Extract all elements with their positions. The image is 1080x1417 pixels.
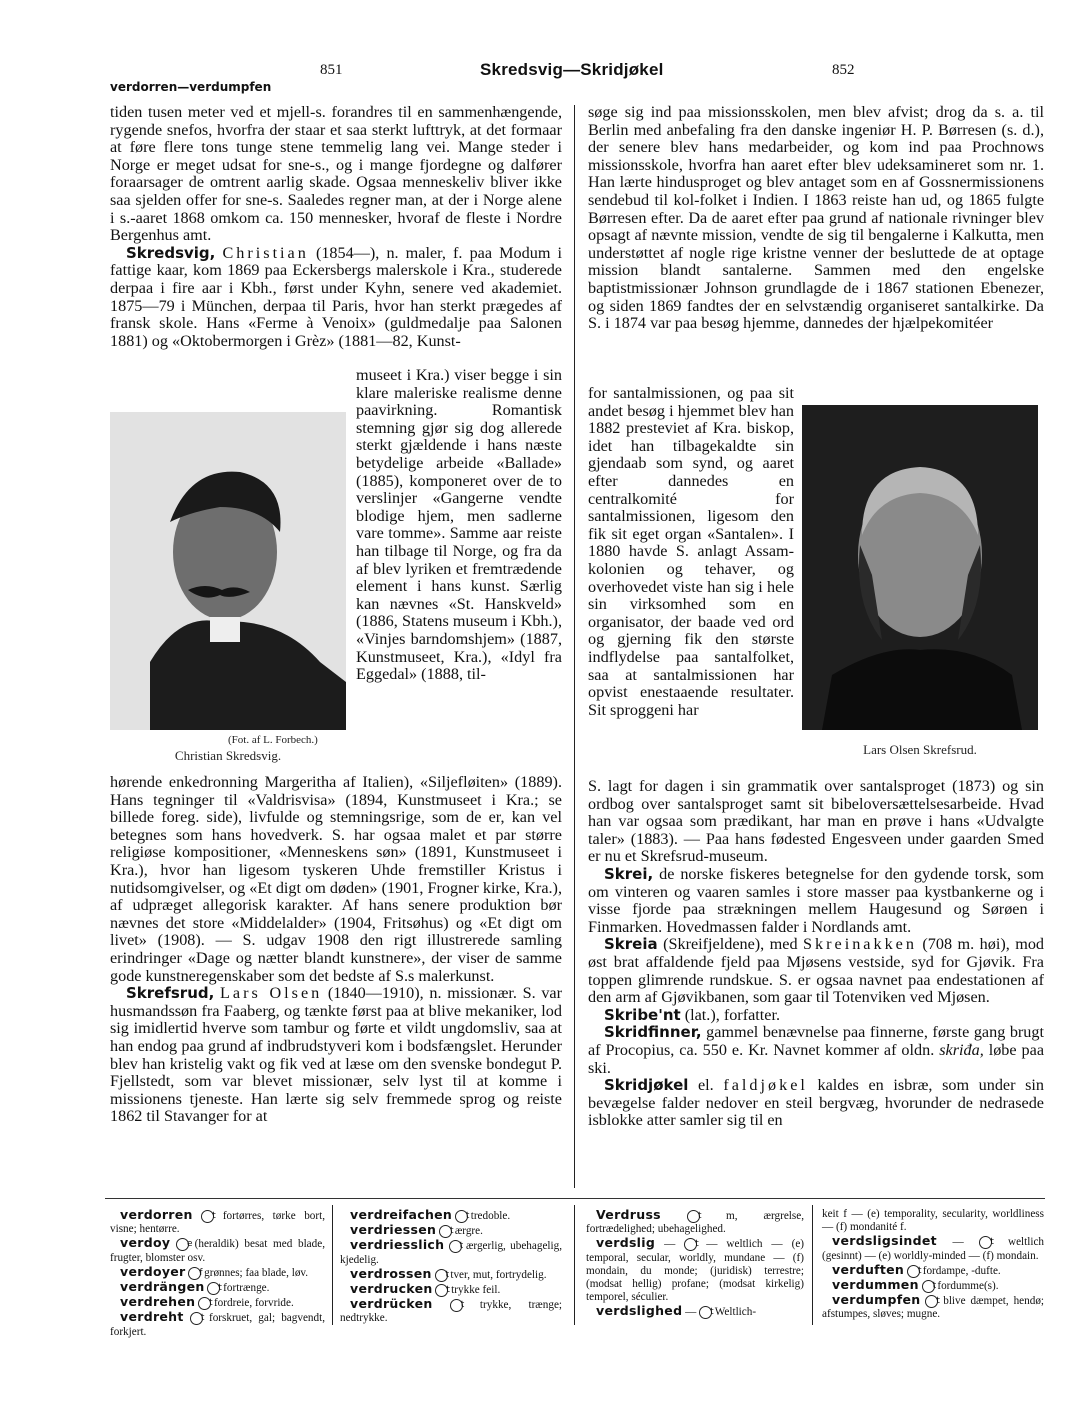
lang-t-icon: t <box>190 1312 203 1325</box>
lang-t-icon: t <box>439 1225 452 1238</box>
skreia-spaced: Skreinakken <box>803 935 917 954</box>
entry-skribent <box>588 1007 1044 1025</box>
skrefsrud-continued-bottom: S. lagt for dagen i sin grammatik over santalsproget (1873) og sin ordbog over santalsproget samt sit bibeloversættelsesarbeide. Hvad han var ogsaa som prædikant, har man en prøve i hans «Udvalgte taler» (1883). — Paa hans fødested Engesveen under gaarden Smed er nu et Skrefsrud-museum. <box>588 777 1044 866</box>
portrait-icon <box>110 412 346 730</box>
skredsvig-beside-photo: museet i Kra.) viser begge i sin klare maleriske realisme denne paavirkning. Romantisk stemning gjør sig dog allerede sterkt gjældende i hans næste betydelige arbeide «Ballade» (1885), komponeret over de to verslinjer «Gangerne vendte blodige hjem, men sadlerne vare tomme». Samme aar reiste han tilbage til Norge, og fra da af blev lyriken et fremtrædende element i hans kunst. Særlig kan nævnes «St. Hanskveld» (1886, Statens museum i Kbh.), «Vinjes barndomshjem» (1887, Kunstmuseet, Kra.), «Idyl fra Eggedal» (1888, til- <box>356 366 562 684</box>
lang-t-icon: t <box>449 1240 462 1253</box>
glossary-entry-continued: keit f — (e) temporality, secularity, worldliness — (f) mondanité f. <box>822 1208 1044 1234</box>
lang-e-icon: e <box>176 1238 189 1251</box>
glossary-entry: verdreht t forskruet, gal; bagvendt, forkjert. <box>110 1309 326 1338</box>
portrait-icon <box>802 405 1038 730</box>
entry-skridjokel <box>588 1077 1044 1130</box>
skrefsrud-text: (1840—1910), n. missionær. S. var husmandssøn fra Faaberg, og tænkte først paa at blive mekaniker, lod sig imidlertid hverve som tambur og førte et vildt ungdomsliv, saa at han endog paa grund af indbrudstyveri kom i bodsfængslet. Herunder blev han kristelig vakt og fik ved at læse om den svenske bondegut P. Fjellstedt, som var blevet missionær, selv lyst til at komme i missionens tjeneste. Han lærte sig selv fremmede sprog og reiste 1862 til Stavanger for at <box>110 984 563 1126</box>
photo-caption-skredsvig: Christian Skredsvig. <box>174 748 282 763</box>
glossary-col-divider-2 <box>574 1205 575 1325</box>
skridfinner-italic: skriđa, <box>939 1040 984 1059</box>
lang-t-icon: t <box>435 1269 448 1282</box>
lang-t-icon: t <box>922 1280 935 1293</box>
glossary-entry: verdslighed — t Weltlich- <box>596 1303 757 1319</box>
name-skrefsrud: Lars Olsen <box>220 984 323 1003</box>
skribent-text: (lat.), forfatter. <box>684 1005 780 1024</box>
skredsvig-continued: hørende enkedronning Margeritha af Italien), «Siljefløiten» (1889). Hans tegninger til «Valdrisvisa» (1894, Kunstmuseet i Kra.; se billede foreg. side), livfulde og stemningsrige, som de er, kan vel betegnes som hans hovedverk. S. har ogsaa malet et par større religiøse kompositioner, «Menneskens søn» (1891, Kunstmuseet i Kra.), hvor han ligesom tyskeren Uhde fremstiller Kristus i nutidsomgivelser, og «Et digt om døden» (1901, Frogner kirke, Kra.), af udpræget allegorisk karakter. Af hans senere produktion bør nævnes det store «Middelalder» (1904, Fritsøhus) og «Et digt om livet» (1908). — S. udgav 1908 den rigt illustrerede samling erindringer «Dage og nætter blandt kunstnere», der viser de samme gode kunstneregenskaber som det bedste af S.s malerkunst. <box>110 773 562 985</box>
entry-skridfinner <box>588 1024 1044 1077</box>
headword-skribent: Skribe'nt <box>604 1005 681 1024</box>
glossary-entry: verdslig — t — weltlich — (e) temporal, secular, worldly, mundane — (f) mondain, du monde; (juridisk) terrestre; (modsat hellig) profane; (modsat kirkelig) temporel, séculier. <box>586 1235 805 1304</box>
lang-t-icon: t <box>907 1265 920 1278</box>
lang-t-icon: t <box>435 1284 448 1297</box>
lang-t-icon: t <box>207 1282 220 1295</box>
lang-t-icon: t <box>699 1306 712 1319</box>
glossary-entry: verduften t fordampe, -dufte. <box>832 1261 1001 1277</box>
glossary-entry: verdreifachen t tredoble. <box>350 1207 511 1222</box>
glossary-column-3 <box>586 1208 804 1320</box>
lang-t-icon: t <box>925 1295 938 1308</box>
glossary-entry: verdsligsindet — t weltlich (gesinnt) — (e) worldly-minded — (f) mondain. <box>822 1233 1045 1262</box>
glossary-entry: verdumpfen t blive dæmpet, hendø; afstumpes, sløves; mugne. <box>822 1292 1045 1321</box>
glossary-entry: verdrehen t fordreie, forvride. <box>120 1294 294 1310</box>
glossary-entry: verdrängen t fortrænge. <box>120 1279 270 1295</box>
snow-slide-text: tiden tusen meter ved et mjell-s. forandres til en sammenhængende, rygende snefos, hvorfra der staar et saa sterkt lufttryk, at det formaar at føre flere tons tunge stene temmelig lang vei. Mange steder i Norge er meget udsat for sne-s., og i mange fjordegne og dalfører foraarsager de omtrent aarlig skade. Ogsaa menneskeliv bliver ikke saa sjelden offer for sne-s. Saaledes regner man, at der i Norge alene i s.-aaret 1868 omkom ca. 150 mennesker, hvoraf de fleste i Nordre Bergenhus amt. <box>110 103 562 245</box>
skridfinner-post: løbe paa ski. <box>588 1040 1045 1077</box>
lang-t-icon: t <box>455 1210 468 1223</box>
skrei-text: de norske fiskeres betegnelse for den gydende torsk, som om vinteren og vaaren samles i store masser paa kystbankerne og i visse fjorde paa strækningen mellem Haugesund og Sørøen i Finmarken. Hovedmassen falder i Nordlands amt. <box>588 864 1044 936</box>
skridjokel-spaced: faldjøkel <box>723 1076 808 1095</box>
right-column-top <box>588 104 1044 333</box>
photo-christian-skredsvig <box>110 412 346 730</box>
glossary-entry: verdoy e (heraldik) besat med blade, frugter, blomster osv. <box>110 1235 325 1264</box>
skredsvig-intro: (1854—), n. maler, f. paa Modum i fattige kaar, kom 1869 paa Eckersbergs malerskole i Kra., studerede derpaa i fire aar i Kbh., først under Kyhn, senere ved akademiet. 1875—79 i München, derpaa til Paris, hvor han sterkt prægedes af fransk skole. Hans «Ferme à Venoix» (guldmedalje paa Salonen 1881) og «Oktobermorgen i Grèz» (1881—82, Kunst- <box>110 243 563 350</box>
headword-skrefsrud: Skrefsrud, <box>126 984 215 1003</box>
skreia-pre: (Skreifjeldene), med <box>663 935 798 954</box>
lang-t-icon: t <box>201 1210 214 1223</box>
lang-f-icon: f <box>188 1267 201 1280</box>
glossary-entry: verdriessen t ærgre. <box>350 1222 483 1238</box>
left-column-top <box>110 104 562 350</box>
skreia-text: (708 m. høi), mod øst brat affaldende fjeld paa Mjøsens vestside, syd for Gjøvik. Fra toppen glimrende rundskue. S. er ogsaa navnet paa endestationen af den arm af Gjøvikbanen, som gaar til Totenviken ved Mjøsen. <box>588 935 1045 1007</box>
headword-skredsvig: Skredsvig, <box>126 243 216 262</box>
lang-t-icon: t <box>687 1210 700 1223</box>
glossary-entry: verdummen t fordumme(s). <box>832 1277 999 1293</box>
headword-skridfinner: Skridfinner, <box>604 1023 702 1042</box>
entry-skredsvig <box>110 245 562 351</box>
right-page-number: 852 <box>832 62 855 78</box>
skridfinner-text: gammel benævnelse paa finnerne, første gang brugt af Procopius, ca. 550 e. Kr. Navnet kommer af oldn. <box>588 1023 1044 1059</box>
lang-t-icon: t <box>979 1236 992 1249</box>
photo-lars-olsen-skrefsrud <box>802 405 1038 730</box>
photo-credit: (Fot. af L. Forbech.) <box>228 734 318 746</box>
right-column-bottom <box>588 778 1044 1130</box>
photo-caption-skrefsrud: Lars Olsen Skrefsrud. <box>863 742 977 757</box>
lang-t-icon: t <box>198 1297 211 1310</box>
entry-skreia <box>588 936 1044 1006</box>
name-skredsvig: Christian <box>222 243 309 262</box>
left-column-bottom <box>110 774 562 1126</box>
skrefsrud-beside-photo: for santalmissionen, og paa sit andet besøg i hjemmet blev han 1882 presteviet af Kra. biskop, idet han tilbagekaldte sin gjendaab som synd, og aaret efter dannedes en centralkomité for santalmissionen, ligesom den fik sit eget organ «Santalen». I 1880 havde S. anlagt Assam-kolonien og tehaver, og overhovedet viste han sig i hele sin virksomhed som en organisator, der baade ved ord og gjerning fik den største indflydelse paa santalfolket, saa at santalmissionen har opvist enestaaende resultater. Sit sproggeni har <box>588 384 794 719</box>
glossary-col-divider-1 <box>332 1205 333 1325</box>
glossary-entry: verdrucken t trykke feil. <box>350 1281 501 1297</box>
glossary-entry: verdorren t fortørres, tørke bort, visne; hentørre. <box>110 1207 326 1236</box>
glossary-entry: verdoyer f grønnes; faa blade, løv. <box>120 1263 309 1279</box>
lang-t-icon: t <box>684 1238 697 1251</box>
skrefsrud-continued-top: søge sig ind paa missionsskolen, men blev afvist; drog da s. a. til Berlin med anbefaling fra den danske ingeniør H. P. Børresen (s. d.), der senere blev hans medarbeider, og kom ind paa Prochnows missionsskole, hvorfra han aaret efter blev udeksamineret som nr. 1. Han lærte hindusproget og blev antaget som en af Gossnermissionens sendebud til kol-folket i Indien. I 1863 reiste han ud, og 1865 fulgte Børresen efter. Da de aaret efter paa grund af nationale rivninger blev opsagt af nævnte mission, vendte de sig til bengalerne i Kalkutta, men understøttet af nogle rige kristne venner der besluttede de at optage mission blandt santalerne. Sammen med den engelske baptistmissionær Johnson grundlagde de i 1867 stationen Ebenezer, og siden 1869 fandtes der en selvstændig organiseret santalkirke. Da S. i 1874 var paa besøg hjemme, dannedes der hjælpekomitéer <box>588 103 1044 333</box>
glossary-col-divider-3 <box>812 1205 813 1325</box>
glossary-divider <box>105 1198 1045 1199</box>
entry-skrei <box>588 866 1044 936</box>
left-page-number: 851 <box>320 62 343 78</box>
skridjokel-text: kaldes en isbræ, som under sin bevægelse falder nedover en steil bergvæg, hvorunder de nedrasede isblokke atter samler sig til en <box>588 1076 1045 1130</box>
headword-skridjokel: Skridjøkel <box>604 1076 689 1095</box>
lang-t-icon: t <box>450 1299 463 1312</box>
entry-skrefsrud <box>110 985 562 1126</box>
guide-words: verdorren—verdumpfen <box>110 80 272 94</box>
skridjokel-pre: el. <box>698 1076 714 1095</box>
column-divider <box>574 105 575 1188</box>
glossary-column-2 <box>340 1208 562 1326</box>
glossary-entry: verdrossen t tver, mut, fortrydelig. <box>350 1265 547 1281</box>
glossary-entry: verdrücken t trykke, trænge; nedtrykke. <box>340 1296 563 1325</box>
headword-skreia: Skreia <box>604 935 658 954</box>
glossary-entry: Verdruss t m, ærgrelse, fortrædelighed; ubehagelighed. <box>586 1207 805 1236</box>
glossary-column-1 <box>110 1208 325 1339</box>
page-title: Skredsvig—Skridjøkel <box>480 60 664 79</box>
glossary-entry: verdriesslich t ærgerlig, ubehagelig, kjedelig. <box>340 1237 563 1266</box>
glossary-column-4 <box>822 1208 1044 1322</box>
headword-skrei: Skrei, <box>604 864 654 883</box>
